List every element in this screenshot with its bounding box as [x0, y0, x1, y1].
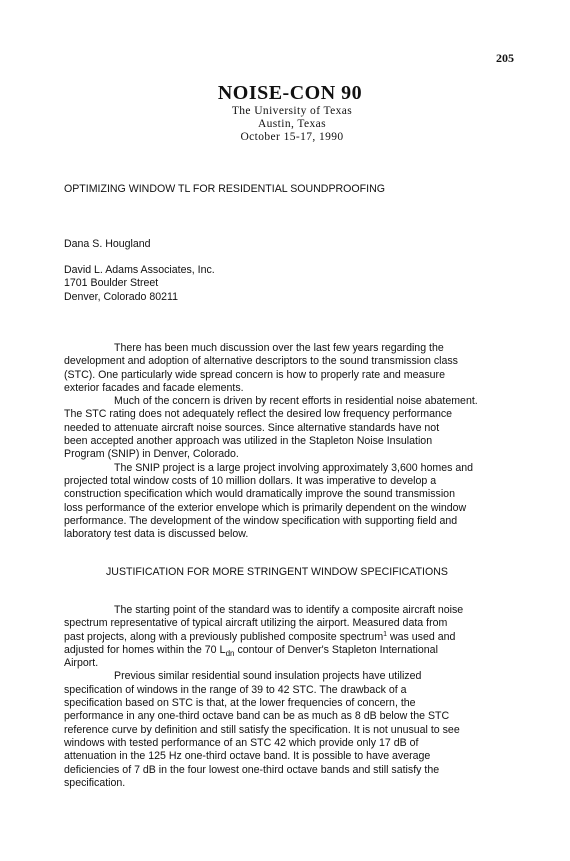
body-line: specification.	[64, 776, 126, 789]
body-line: Airport.	[64, 657, 99, 670]
intro-line: The SNIP project is a large project involving approximately 3,600 homes and	[114, 461, 474, 474]
intro-line: been accepted another approach was utilized in the Stapleton Noise Insulation	[64, 435, 433, 448]
body-line-text: was used and	[387, 630, 456, 643]
author-name: Dana S. Hougland	[64, 238, 151, 250]
affiliation-line: David L. Adams Associates, Inc.	[64, 264, 215, 276]
section-body-text	[64, 604, 504, 790]
body-line-text: past projects, along with a previously published composite spectrum	[64, 630, 384, 643]
conference-title: NOISE-CON 90	[217, 82, 363, 104]
body-line: deficiencies of 7 dB in the four lowest one-third octave bands and still satisfy the	[64, 763, 440, 776]
intro-line: Much of the concern is driven by recent efforts in residential noise abatement.	[114, 395, 478, 408]
intro-line: There has been much discussion over the last few years regarding the	[114, 342, 444, 354]
body-line: specification based on STC is that, at the lower frequencies of concern, the	[64, 697, 416, 710]
ldn-base: L	[219, 643, 226, 656]
body-line: reference curve by definition and still satisfy the specification. It is not unusual to see	[64, 723, 460, 736]
intro-line: performance. The development of the window specification with supporting field and	[64, 514, 458, 527]
intro-line: Program (SNIP) in Denver, Colorado.	[64, 448, 239, 461]
intro-line: needed to attenuate aircraft noise sources. Since alternative standards have not	[64, 421, 440, 434]
affiliation-line: Denver, Colorado 80211	[64, 290, 179, 303]
body-line: specification of windows in the range of 39 to 42 STC. The drawback of a	[64, 683, 407, 696]
paper-title: OPTIMIZING WINDOW TL FOR RESIDENTIAL SOUNDPROOFING	[64, 183, 385, 195]
body-line: attenuation in the 125 Hz one-third octave band. It is possible to have average	[64, 750, 431, 763]
section-heading: JUSTIFICATION FOR MORE STRINGENT WINDOW SPECIFICATIONS	[106, 566, 448, 578]
conference-institution: The University of Texas	[231, 105, 353, 117]
ldn-symbol	[219, 644, 234, 656]
author-affiliation	[64, 264, 215, 304]
body-line: Previous similar residential sound insulation projects have utilized	[114, 670, 422, 683]
body-line: performance in any one-third octave band can be as much as 8 dB below the STC	[64, 710, 450, 723]
body-line: windows with tested performance of an STC 42 which provide only 17 dB of	[64, 736, 419, 749]
affiliation-line: 1701 Boulder Street	[64, 277, 159, 290]
intro-line: exterior facades and facade elements.	[64, 381, 244, 394]
body-line-text: adjusted for homes within the 70	[64, 643, 220, 656]
body-line: spectrum representative of typical aircraft utilizing the airport. Measured data from	[64, 617, 448, 630]
intro-line: development and adoption of alternative descriptors to the sound transmission class	[64, 355, 458, 368]
conference-dates: October 15-17, 1990	[240, 131, 344, 143]
conference-location: Austin, Texas	[257, 118, 327, 130]
body-line	[64, 631, 504, 644]
intro-line: laboratory test data is discussed below.	[64, 528, 249, 541]
footnote-reference: 1	[383, 630, 388, 638]
intro-line: (STC). One particularly wide spread concern is how to properly rate and measure	[64, 368, 445, 381]
body-line	[64, 644, 504, 657]
ldn-subscript: dn	[225, 648, 235, 658]
conference-header	[0, 82, 570, 144]
body-line: The starting point of the standard was to identify a composite aircraft noise	[114, 604, 464, 616]
introduction-text	[64, 342, 504, 541]
body-line-text: contour of Denver's Stapleton International	[234, 643, 438, 656]
intro-line: construction specification which would dramatically improve the sound transmission	[64, 488, 455, 501]
page-number: 205	[496, 51, 514, 65]
intro-line: The STC rating does not adequately reflect the desired low frequency performance	[64, 408, 453, 421]
intro-line: loss performance of the exterior envelope which is primarily dependent on the window	[64, 501, 467, 514]
intro-line: projected total window costs of 10 million dollars. It was imperative to develop a	[64, 474, 437, 487]
